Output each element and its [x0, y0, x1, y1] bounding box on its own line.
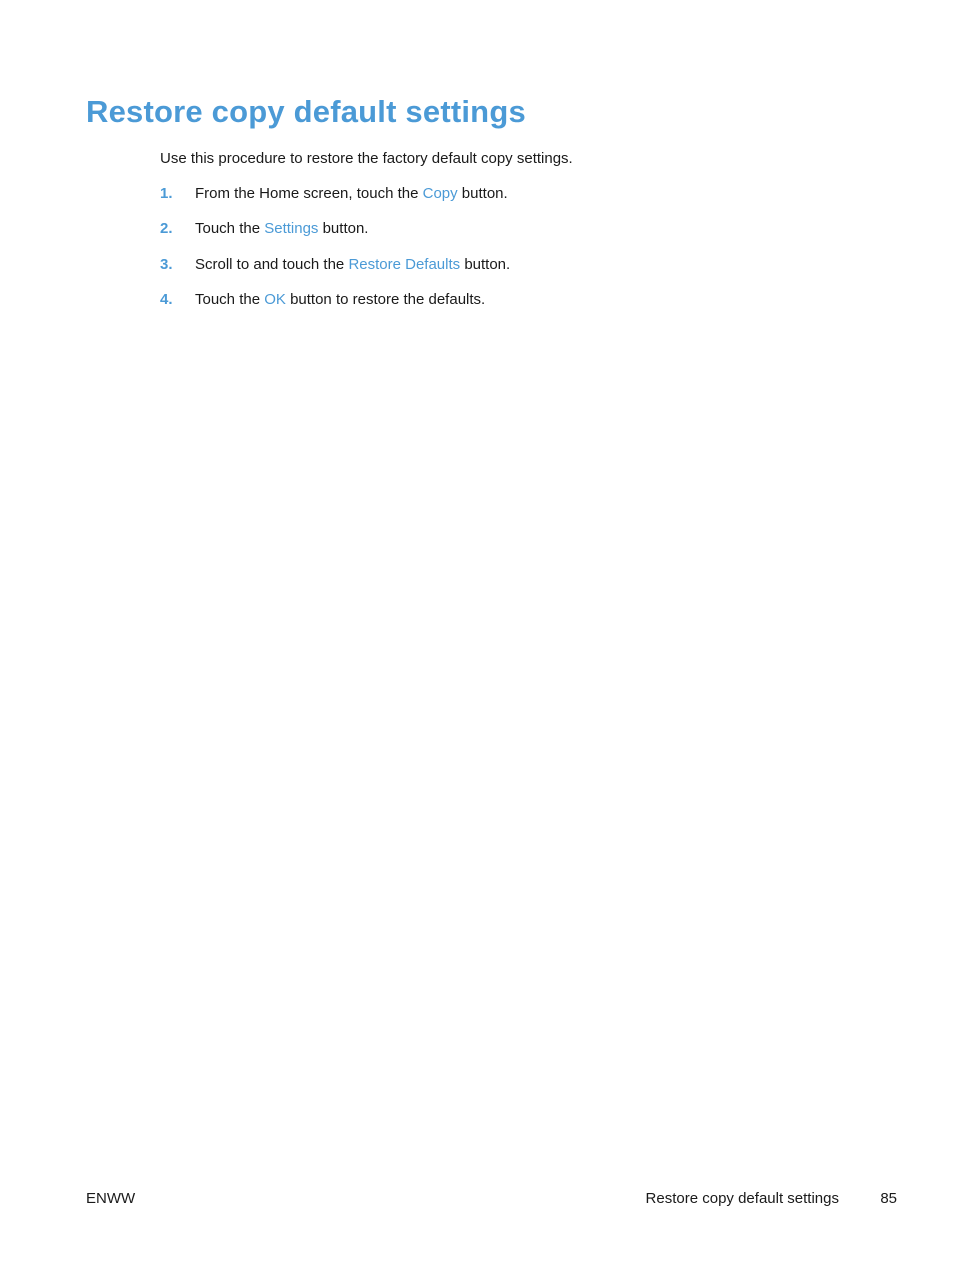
footer-section-title: Restore copy default settings [645, 1190, 839, 1207]
step-text [195, 184, 508, 204]
ui-term-ok: OK [264, 291, 286, 309]
ui-term-copy: Copy [422, 185, 458, 202]
step-text-after: button. [460, 255, 511, 273]
step-text-before: Scroll to and touch the [195, 255, 349, 273]
footer-locale-code: ENWW [86, 1190, 136, 1207]
step-text-before: Touch the [195, 220, 265, 238]
page-title: Restore copy default settings [86, 94, 526, 129]
step-text-after: button. [318, 220, 369, 238]
step-number: 3. [160, 255, 173, 273]
ui-term-restore-defaults: Restore Defaults [348, 255, 461, 273]
step-text [195, 290, 485, 310]
step-text [195, 219, 368, 239]
ui-term-settings: Settings [264, 220, 319, 238]
step-number: 2. [160, 220, 173, 238]
step-number: 4. [160, 291, 173, 309]
step-text-after: button. [457, 185, 508, 202]
footer-page-number: 85 [880, 1190, 897, 1207]
step-text-before: Touch the [195, 291, 265, 309]
step-number: 1. [160, 185, 173, 202]
step-text [195, 255, 510, 275]
step-text-after: button to restore the defaults. [285, 291, 486, 309]
intro-paragraph: Use this procedure to restore the factory default copy settings. [160, 150, 573, 167]
step-text-before: From the Home screen, touch the [195, 185, 423, 202]
